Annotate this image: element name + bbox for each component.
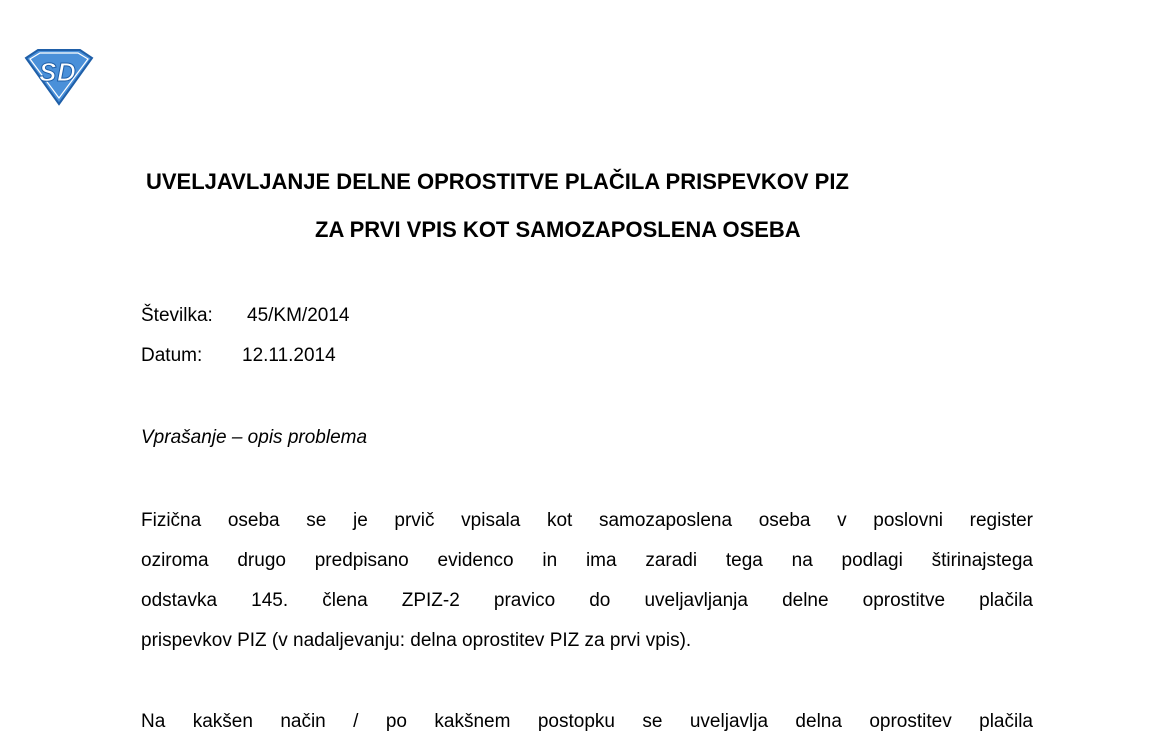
document-date-value: 12.11.2014 [242, 345, 336, 366]
paragraph-question [141, 702, 1033, 742]
document-number-value: 45/KM/2014 [247, 305, 350, 326]
paragraph-line: Fizična oseba se je prvič vpisala kot samozaposlena oseba v poslovni register [141, 510, 1033, 531]
question-heading: Vprašanje – opis problema [141, 427, 368, 448]
document-title-line-2: ZA PRVI VPIS KOT SAMOZAPOSLENA OSEBA [315, 217, 801, 242]
sd-logo-icon [22, 48, 96, 106]
document-number [141, 304, 349, 328]
document-date-label: Datum: [141, 345, 203, 366]
paragraph-line: Na kakšen način / po kakšnem postopku se uveljavlja delna oprostitev plačila [141, 711, 1033, 732]
paragraph-problem-description [141, 501, 1033, 661]
paragraph-line: odstavka 145. člena ZPIZ-2 pravico do uveljavljanja delne oprostitve plačila [141, 590, 1033, 611]
document-date [141, 344, 336, 368]
svg-text:D: D [57, 57, 76, 87]
svg-text:S: S [39, 57, 57, 87]
paragraph-line: oziroma drugo predpisano evidenco in ima zaradi tega na podlagi štirinajstega [141, 550, 1033, 571]
document-number-label: Številka: [141, 305, 213, 326]
paragraph-line: prispevkov PIZ (v nadaljevanju: delna oprostitev PIZ za prvi vpis). [141, 630, 692, 651]
document-title-line-1: UVELJAVLJANJE DELNE OPROSTITVE PLAČILA PRISPEVKOV PIZ [146, 169, 849, 194]
